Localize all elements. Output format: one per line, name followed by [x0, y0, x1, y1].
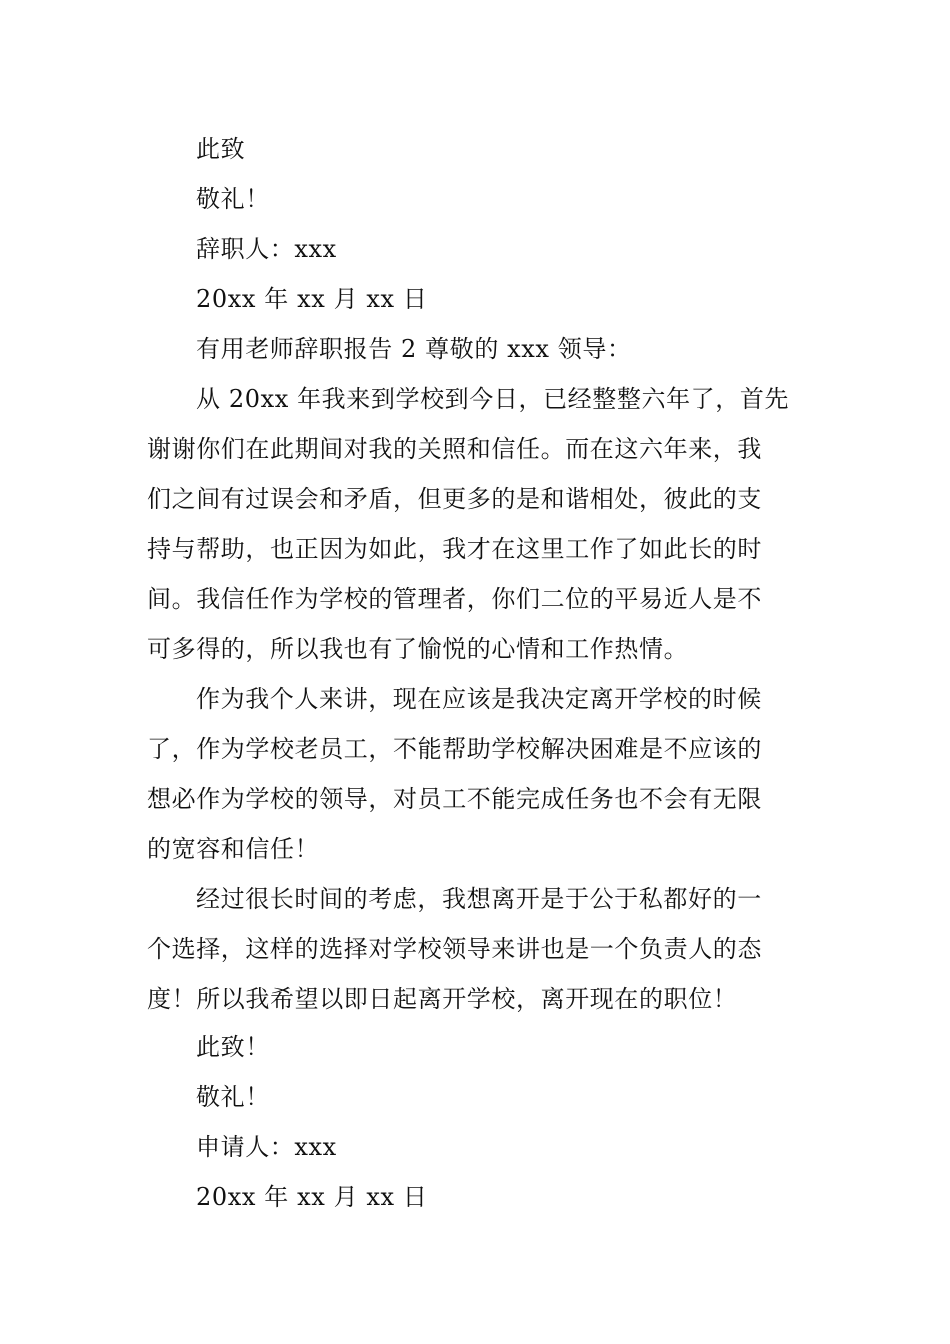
closing-regards: 敬礼！ [196, 1083, 270, 1111]
paragraph-line: 谢谢你们在此期间对我的关照和信任。而在这六年来，我 [147, 435, 762, 463]
paragraph-line: 的宽容和信任！ [147, 835, 320, 863]
paragraph-line: 想必作为学校的领导，对员工不能完成任务也不会有无限 [147, 785, 762, 813]
paragraph-line: 经过很长时间的考虑，我想离开是于公于私都好的一 [196, 885, 762, 913]
paragraph-line: 了，作为学校老员工，不能帮助学校解决困难是不应该的 [147, 735, 762, 763]
paragraph-line: 作为我个人来讲，现在应该是我决定离开学校的时候 [196, 685, 762, 713]
letter-heading: 有用老师辞职报告 2 尊敬的 xxx 领导： [196, 335, 632, 363]
closing-salutation: 此致！ [196, 1033, 270, 1061]
signer-line: 辞职人：xxx [196, 235, 337, 263]
date-line: 20xx 年 xx 月 xx 日 [196, 1183, 428, 1211]
paragraph-line: 们之间有过误会和矛盾，但更多的是和谐相处，彼此的支 [147, 485, 762, 513]
paragraph-line: 持与帮助，也正因为如此，我才在这里工作了如此长的时 [147, 535, 762, 563]
paragraph-line: 可多得的，所以我也有了愉悦的心情和工作热情。 [147, 635, 689, 663]
closing-regards: 敬礼！ [196, 185, 270, 213]
paragraph-line: 个选择，这样的选择对学校领导来讲也是一个负责人的态 [147, 935, 762, 963]
paragraph-line: 度！所以我希望以即日起离开学校，离开现在的职位！ [147, 985, 738, 1013]
paragraph-line: 从 20xx 年我来到学校到今日，已经整整六年了，首先 [196, 385, 790, 413]
date-line: 20xx 年 xx 月 xx 日 [196, 285, 428, 313]
applicant-line: 申请人：xxx [196, 1133, 337, 1161]
paragraph-line: 间。我信任作为学校的管理者，你们二位的平易近人是不 [147, 585, 762, 613]
closing-salutation: 此致 [196, 135, 246, 163]
